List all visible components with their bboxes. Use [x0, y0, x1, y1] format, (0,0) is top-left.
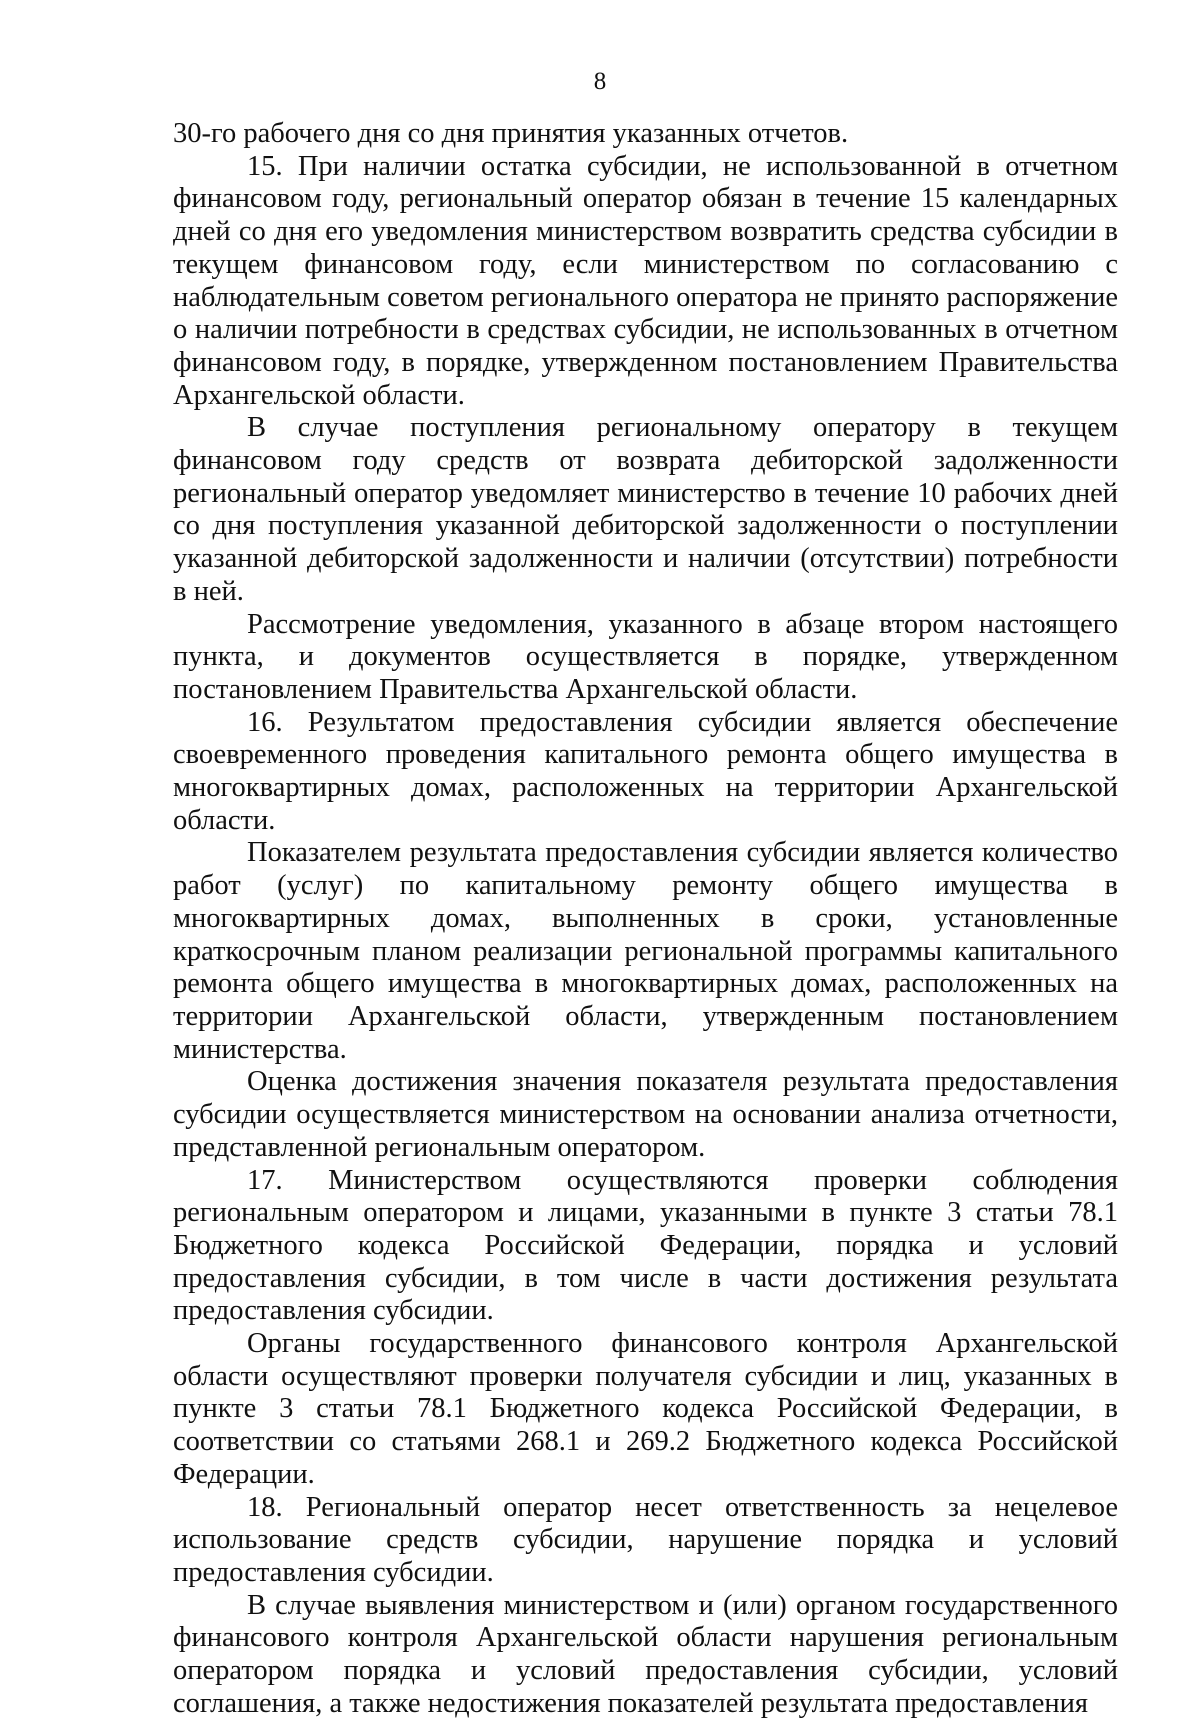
paragraph-item-18: 18. Региональный оператор несет ответственность за нецелевое использование средств субсидии, нарушение порядка и условий предоставления субсидии. [173, 1491, 1118, 1588]
paragraph-result-indicator: Показателем результата предоставления субсидии является количество работ (услуг) по капитальному ремонту общего имущества в многоквартирных домах, выполненных в сроки, установленные краткосрочным планом реализации региональной программы капитального ремонта общего имущества в многоквартирных домах, расположенных на территории Архангельской области, утвержденным постановлением министерства. [173, 837, 1118, 1065]
paragraph-item-17: 17. Министерством осуществляются проверки соблюдения региональным оператором и лицами, указанными в пункте 3 статьи 78.1 Бюджетного кодекса Российской Федерации, порядка и условий предоставления субсидии, в том числе в части достижения результата предоставления субсидии. [173, 1164, 1118, 1327]
page-number: 8 [593, 68, 607, 95]
paragraph-financial-control: Органы государственного финансового контроля Архангельской области осуществляют проверки получателя субсидии и лиц, указанных в пункте 3 статьи 78.1 Бюджетного кодекса Российской Федерации, в соответствии со статьями 268.1 и 269.2 Бюджетного кодекса Российской Федерации. [173, 1328, 1118, 1490]
paragraph-notice-review: Рассмотрение уведомления, указанного в абзаце втором настоящего пункта, и документов осуществляется в порядке, утвержденном постановлением Правительства Архангельской области. [173, 608, 1118, 705]
document-body [173, 118, 1118, 1720]
paragraph-violation-detection: В случае выявления министерством и (или) органом государственного финансового контроля Архангельской области нарушения региональным оператором порядка и условий предоставления субсидии, условий соглашения, а также недостижения показателей результата предоставления [173, 1589, 1118, 1719]
paragraph-receivables-notice: В случае поступления региональному оператору в текущем финансовом году средств от возврата дебиторской задолженности региональный оператор уведомляет министерство в течение 10 рабочих дней со дня поступления указанной дебиторской задолженности о поступлении указанной дебиторской задолженности и наличии (отсутствии) потребности в ней. [173, 412, 1118, 607]
paragraph-item-15: 15. При наличии остатка субсидии, не использованной в отчетном финансовом году, региональный оператор обязан в течение 15 календарных дней со дня его уведомления министерством возвратить средства субсидии в текущем финансовом году, если министерством по согласованию с наблюдательным советом регионального оператора не принято распоряжение о наличии потребности в средствах субсидии, не использованных в отчетном финансовом году, в порядке, утвержденном постановлением Правительства Архангельской области. [173, 150, 1118, 411]
paragraph-indicator-assessment: Оценка достижения значения показателя результата предоставления субсидии осуществляется министерством на основании анализа отчетности, представленной региональным оператором. [173, 1066, 1118, 1163]
paragraph-continuation: 30-го рабочего дня со дня принятия указанных отчетов. [173, 118, 849, 149]
paragraph-item-16: 16. Результатом предоставления субсидии является обеспечение своевременного проведения капитального ремонта общего имущества в многоквартирных домах, расположенных на территории Архангельской области. [173, 706, 1118, 836]
